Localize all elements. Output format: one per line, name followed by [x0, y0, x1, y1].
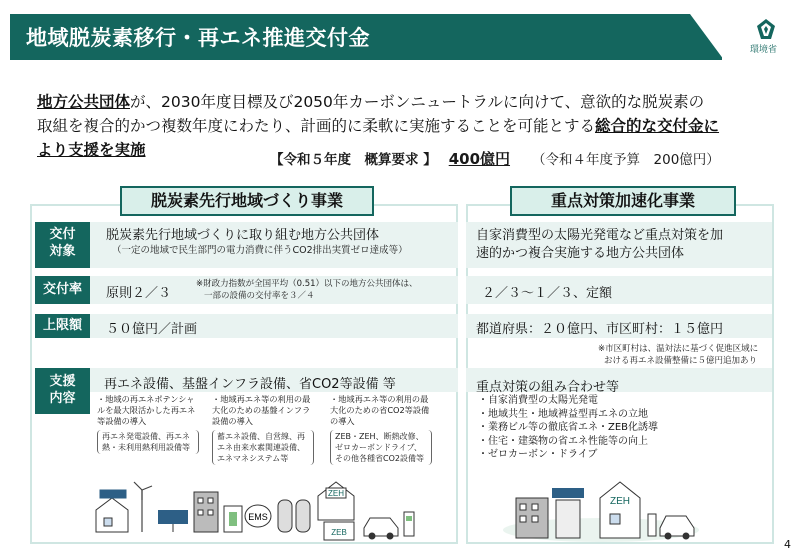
building-icon — [194, 492, 218, 532]
intro-highlight-2: より支援を実施 — [37, 141, 146, 159]
ems-label: EMS — [248, 512, 268, 522]
label-target — [35, 222, 90, 268]
hydrogen-tank-icon — [278, 500, 310, 532]
list-item: ・自家消費型の太陽光発電 — [478, 395, 598, 406]
solar-roof-icon — [552, 488, 584, 538]
right-bullet-list — [478, 394, 658, 462]
zeb-building-icon — [324, 522, 354, 540]
right-target-line-1: 自家消費型の太陽光発電など重点対策を加 — [476, 228, 724, 243]
right-combo-title: 重点対策の組み合わせ等 — [476, 380, 620, 395]
battery-icon — [224, 506, 242, 532]
left-rate: 原則２／３ — [106, 286, 172, 301]
zeh-house-icon — [318, 482, 354, 520]
right-limit-note-1: ※市区町村は、温対法に基づく促進区域に — [598, 344, 759, 354]
left-panel-title: 脱炭素先行地域づくり事業 — [120, 186, 374, 216]
support-col-1-examples: 再エネ発電設備、再エネ熱・未利用熱利用設備等 — [97, 430, 199, 454]
zeh-label: ZEH — [328, 489, 344, 498]
request-label: 【令和５年度 概算要求 】 — [270, 152, 437, 168]
right-target-line-2: 速的かつ複合実施する地方公共団体 — [476, 246, 685, 261]
zeh-house-icon — [600, 482, 640, 538]
support-col-3 — [330, 394, 432, 465]
label-target-text: 交付対象 — [49, 227, 76, 259]
title-bar-notch — [690, 14, 724, 60]
label-support-text: 支援内容 — [49, 374, 76, 406]
left-target-main: 脱炭素先行地域づくりに取り組む地方公共団体 — [106, 228, 380, 243]
budget-request — [270, 148, 720, 169]
support-col-1 — [97, 394, 199, 454]
request-amount: 400億円 — [448, 150, 511, 168]
intro-subject: 地方公共団体 — [37, 93, 131, 111]
house-solar-icon — [96, 490, 128, 532]
car-icon — [364, 518, 398, 539]
left-rate-note-1: ※財政力指数が全国平均（0.51）以下の地方公共団体は、 — [196, 279, 418, 289]
solar-panel-icon — [158, 510, 188, 532]
list-item: ・地域共生・地域裨益型再エネの立地 — [478, 408, 648, 420]
car-icon — [660, 516, 694, 539]
support-col-1-desc: ・地域の再エネポテンシャルを最大限活かした再エネ等設備の導入 — [97, 394, 196, 426]
list-item: ・ゼロカーボン・ドライブ — [478, 449, 598, 461]
support-col-3-desc: ・地域再エネ等の利用の最大化のための省CO2等設備の導入 — [330, 394, 430, 426]
previous-budget: （令和４年度予算 200億円） — [532, 152, 720, 168]
left-limit: ５０億円／計画 — [106, 322, 198, 337]
page-title: 地域脱炭素移行・再エネ推進交付金 — [26, 26, 370, 50]
intro-highlight: 総合的な交付金に — [595, 117, 720, 135]
zeb-label: ZEB — [331, 528, 347, 537]
right-illustration — [496, 470, 706, 542]
label-support — [35, 368, 90, 414]
right-panel-title: 重点対策加速化事業 — [510, 186, 736, 216]
left-support-main: 再エネ設備、基盤インフラ設備、省CO2等設備 等 — [104, 377, 396, 392]
wind-turbine-icon — [134, 482, 152, 532]
support-col-3-examples: ZEB・ZEH、断熱改修、ゼロカーボンドライブ、その他各種省CO2設備等 — [330, 430, 432, 465]
panel-gap — [458, 204, 466, 544]
support-col-2-desc: ・地域再エネ等の利用の最大化のための基盤インフラ設備の導入 — [212, 394, 311, 426]
label-rate: 交付率 — [35, 276, 90, 304]
intro-text-2: 取組を複合的かつ複数年度にわたり、計画的に柔軟に実施することを可能とする — [37, 117, 596, 135]
right-zeh-label: ZEH — [610, 496, 630, 507]
ems-icon — [245, 505, 271, 527]
ev-charger-icon — [648, 514, 656, 536]
office-building-icon — [516, 498, 548, 538]
support-col-2 — [212, 394, 314, 465]
intro-text-1: が、2030年度目標及び2050年カーボンニュートラルに向けて、意欲的な脱炭素の — [130, 93, 705, 111]
ev-charger-icon — [404, 512, 414, 536]
left-rate-note-2: 一部の設備の交付率を３／４ — [204, 291, 315, 301]
right-rate: ２／３～１／３、定額 — [482, 286, 613, 301]
page-number: 4 — [784, 538, 791, 551]
list-item: ・業務ビル等の徹底省エネ・ZEB化誘導 — [478, 422, 659, 434]
leaf-logo-icon — [756, 18, 776, 40]
left-target-note: （一定の地域で民生部門の電力消費に伴うCO2排出実質ゼロ達成等） — [112, 245, 408, 256]
support-col-2-examples: 蓄エネ設備、自営線、再エネ由来水素関連設備、エネマネシステム等 — [212, 430, 314, 465]
right-limit-note-2: おける再エネ設備整備に５億円追加あり — [604, 356, 758, 366]
label-limit: 上限額 — [35, 314, 90, 338]
ministry-logo — [748, 18, 788, 62]
left-illustration — [92, 470, 422, 542]
list-item: ・住宅・建築物の省エネ性能等の向上 — [478, 435, 648, 447]
logo-text: 環境省 — [750, 45, 778, 55]
right-limit: 都道府県：２０億円、市区町村：１５億円 — [476, 322, 724, 337]
